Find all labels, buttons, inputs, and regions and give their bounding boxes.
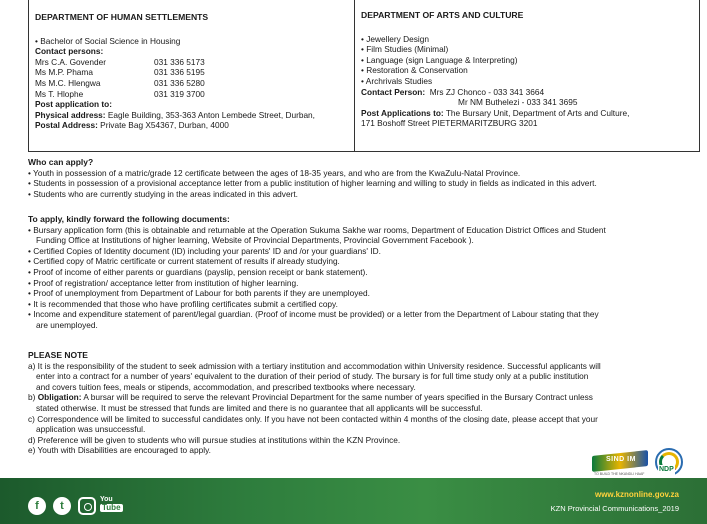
physical-address: Physical address: Eagle Building, 353-363 Anton Lembede Street, Durban, [35, 109, 315, 120]
list-item: • Students who are currently studying in the areas indicated in this advert. [28, 188, 298, 199]
arts-culture-heading: DEPARTMENT OF ARTS AND CULTURE [361, 10, 524, 20]
contact-label: Contact persons: [35, 46, 104, 57]
field-item: • Language (sign Language & Interpreting) [361, 54, 518, 65]
list-item: • Students in possession of a provisional acceptance letter from a public institution of higher learning and willing to study in fields as indicated in this advert. [28, 178, 597, 189]
human-settlements-heading: DEPARTMENT OF HUMAN SETTLEMENTS [35, 12, 209, 22]
field-item: • Jewellery Design [361, 33, 429, 44]
footer-credit: KZN Provincial Communications_2019 [550, 504, 679, 513]
departments-table [28, 0, 700, 152]
field-item: • Restoration & Conservation [361, 65, 468, 76]
contact-person: Contact Person: Mrs ZJ Chonco - 033 341 3664 [361, 86, 545, 97]
note-item-continued: and covers tuition fees, meals or stipends, accommodation, and prescribed textbooks where necessary. [36, 381, 416, 392]
logo-text: SIND IM [606, 456, 636, 463]
documents-title: To apply, kindly forward the following documents: [28, 214, 230, 224]
contact-row: Ms M.P. Phama 031 336 5195 [35, 67, 205, 78]
facebook-icon[interactable]: f [28, 497, 46, 515]
who-can-apply-title: Who can apply? [28, 157, 94, 167]
post-label: Post application to: [35, 99, 112, 110]
please-note-title: PLEASE NOTE [28, 350, 88, 360]
list-item: • Bursary application form (this is obtainable and returnable at the Operation Sukuma Sakhe war rooms, Department of Education District Offices and Student [28, 224, 606, 235]
instagram-icon[interactable] [78, 497, 96, 515]
note-item-continued: enter into a contract for a number of years' equivalent to the duration of their period of study. The bursary is for full time study only at a public institution [36, 371, 589, 382]
footer-bar [0, 478, 707, 524]
list-item: • Proof of income of either parents or guardians (payslip, pension receipt or bank statement). [28, 266, 368, 277]
note-item: d) Preference will be given to students who will pursue studies at institutions within the KZN Province. [28, 434, 401, 445]
list-item: • Certified copy of Matric certificate or current statement of results if already studying. [28, 256, 340, 267]
note-item: b) Obligation: A bursar will be required to serve the relevant Provincial Department for the same number of years specified in the Bursary Contract unless [28, 392, 593, 403]
logo-tagline: TO BUILD THE NKANDLI HAAF [594, 472, 645, 476]
twitter-icon[interactable]: t [53, 497, 71, 515]
note-item: c) Correspondence will be limited to successful candidates only. If you have not been contacted within 4 months of the closing date, please accept that your [28, 413, 598, 424]
please-note-section [28, 350, 700, 456]
note-item-continued: stated otherwise. It must be stressed that funds are limited and there is no guarantee that all applicants will be successful. [36, 402, 483, 413]
arts-culture-column [355, 0, 699, 151]
post-address: 171 Boshoff Street PIETERMARITZBURG 3201 [361, 118, 538, 129]
note-item-continued: application was unsuccessful. [36, 424, 146, 435]
postal-address: Postal Address: Private Bag X54367, Durban, 4000 [35, 120, 229, 131]
list-item: • Youth in possession of a matric/grade 12 certificate between the ages of 18-35 years, and who are from the KwaZulu-Natal Province. [28, 167, 521, 178]
list-item: • Certified Copies of Identity document (ID) including your parents' ID and /or your guardians' ID. [28, 245, 381, 256]
contact-person-2: Mr NM Buthelezi - 033 341 3695 [458, 97, 578, 108]
human-settlements-column [29, 0, 355, 151]
list-item: • Proof of registration/ acceptance letter from institution of higher learning. [28, 277, 299, 288]
field-item: • Film Studies (Minimal) [361, 44, 449, 55]
youtube-icon[interactable]: You Tube [100, 496, 121, 512]
qualification: • Bachelor of Social Science in Housing [35, 35, 181, 46]
contact-row: Ms T. Hlophe 031 319 3700 [35, 88, 205, 99]
list-item: • Proof of unemployment from Department of Labour for both parents if they are unemployed. [28, 288, 370, 299]
ndp-logo [655, 448, 683, 476]
contact-row: Ms M.C. Hlengwa 031 336 5280 [35, 77, 205, 88]
documents-section [28, 214, 700, 331]
field-item: • Archrivals Studies [361, 75, 433, 86]
list-item: • It is recommended that those who have profiling certificates submit a certified copy. [28, 298, 338, 309]
note-item: a) It is the responsibility of the student to seek admission with a tertiary institution and accommodation within University residence. Successful applicants will [28, 360, 601, 371]
list-item-continued: are unemployed. [36, 319, 98, 330]
list-item-continued: Funding Office at Institutions of higher learning, Website of Provincial Departments, Provincial Government Facebook ). [36, 235, 474, 246]
list-item: • Income and expenditure statement of parent/legal guardian. (Proof of income must be provided) or a letter from the Department of Labour stating that they [28, 309, 599, 320]
ndp-text: NDP [658, 465, 675, 476]
note-item: e) Youth with Disabilities are encouraged to apply. [28, 445, 211, 456]
post-applications: Post Applications to: The Bursary Unit, Department of Arts and Culture, [361, 107, 630, 118]
sukuma-sakhe-logo [592, 449, 648, 475]
who-can-apply-section [28, 157, 700, 199]
contact-row: Mrs C.A. Govender 031 336 5173 [35, 56, 205, 67]
website-link[interactable]: www.kznonline.gov.za [594, 490, 679, 499]
